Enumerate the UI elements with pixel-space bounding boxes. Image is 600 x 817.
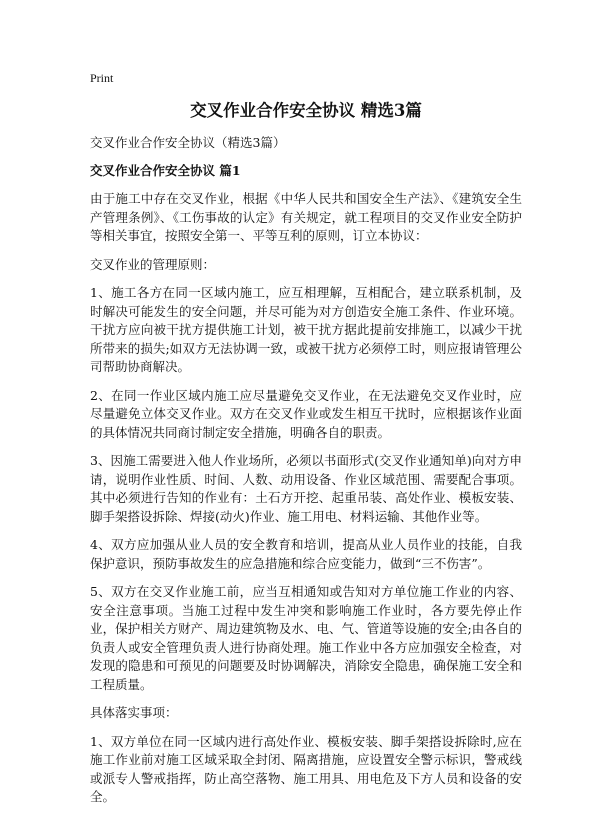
paragraph-intro: 由于施工中存在交叉作业，根据《中华人民共和国安全生产法》、《建筑安全生产管理条例》、《工伤事故的认定》有关规定，就工程项目的交叉作业安全防护等相关事宜，按照安全第一、平等互利的原则，订立本协议：	[90, 191, 522, 243]
paragraph-implementation-heading: 具体落实事项：	[90, 705, 178, 720]
paragraph-principle-1: 1、施工各方在同一区域内施工，应互相理解，互相配合，建立联系机制，及时解决可能发生的安全问题，并尽可能为对方创造安全施工条件、作业环境。干扰方应向被干扰方提供施工计划，被干扰方据此提前安排施工，以减少干扰所带来的损失;如双方无法协调一致，或被干扰方必须停工时，则应报请管理公司帮助协商解决。	[90, 285, 522, 374]
document-title: 交叉作业合作安全协议 精选3篇	[190, 101, 422, 120]
print-link[interactable]: Print	[90, 71, 114, 85]
document-subtitle: 交叉作业合作安全协议（精选3篇）	[90, 135, 286, 150]
paragraph-principle-4: 4、双方应加强从业人员的安全教育和培训，提高从业人员作业的技能，自我保护意识，预防事故发生的应急措施和综合应变能力，做到“三不伤害”。	[90, 537, 522, 571]
paragraph-principle-3: 3、因施工需要进入他人作业场所，必须以书面形式(交叉作业通知单)向对方申请，说明作业性质、时间、人数、动用设备、作业区域范围、需要配合事项。其中必须进行告知的作业有：土石方开挖、起重吊装、高处作业、模板安装、脚手架搭设拆除、焊接(动火)作业、施工用电、材料运输、其他作业等。	[90, 453, 522, 524]
document-page	[90, 70, 522, 817]
paragraph-principle-2: 2、在同一作业区域内施工应尽量避免交叉作业，在无法避免交叉作业时，应尽量避免立体交叉作业。双方在交叉作业或发生相互干扰时，应根据该作业面的具体情况共同商讨制定安全措施，明确各自的职责。	[90, 387, 522, 440]
paragraph-implementation-1: 1、双方单位在同一区域内进行高处作业、模板安装、脚手架搭设拆除时,应在施工作业前对施工区域采取全封闭、隔离措施，应设置安全警示标识，警戒线或派专人警戒指挥，防止高空落物、施工用具、用电危及下方人员和设备的安全。	[90, 733, 522, 804]
section-heading: 交叉作业合作安全协议 篇1	[90, 163, 241, 178]
paragraph-principles-heading: 交叉作业的管理原则：	[90, 256, 216, 272]
paragraph-principle-5: 5、双方在交叉作业施工前，应当互相通知或告知对方单位施工作业的内容、安全注意事项。当施工过程中发生冲突和影响施工作业时，各方要先停止作业，保护相关方财产、周边建筑物及水、电、气、管道等设施的安全;由各自的负责人或安全管理负责人进行协商处理。施工作业中各方应加强安全检查，对发现的隐患和可预见的问题要及时协调解决，消除安全隐患，确保施工安全和工程质量。	[90, 584, 522, 692]
